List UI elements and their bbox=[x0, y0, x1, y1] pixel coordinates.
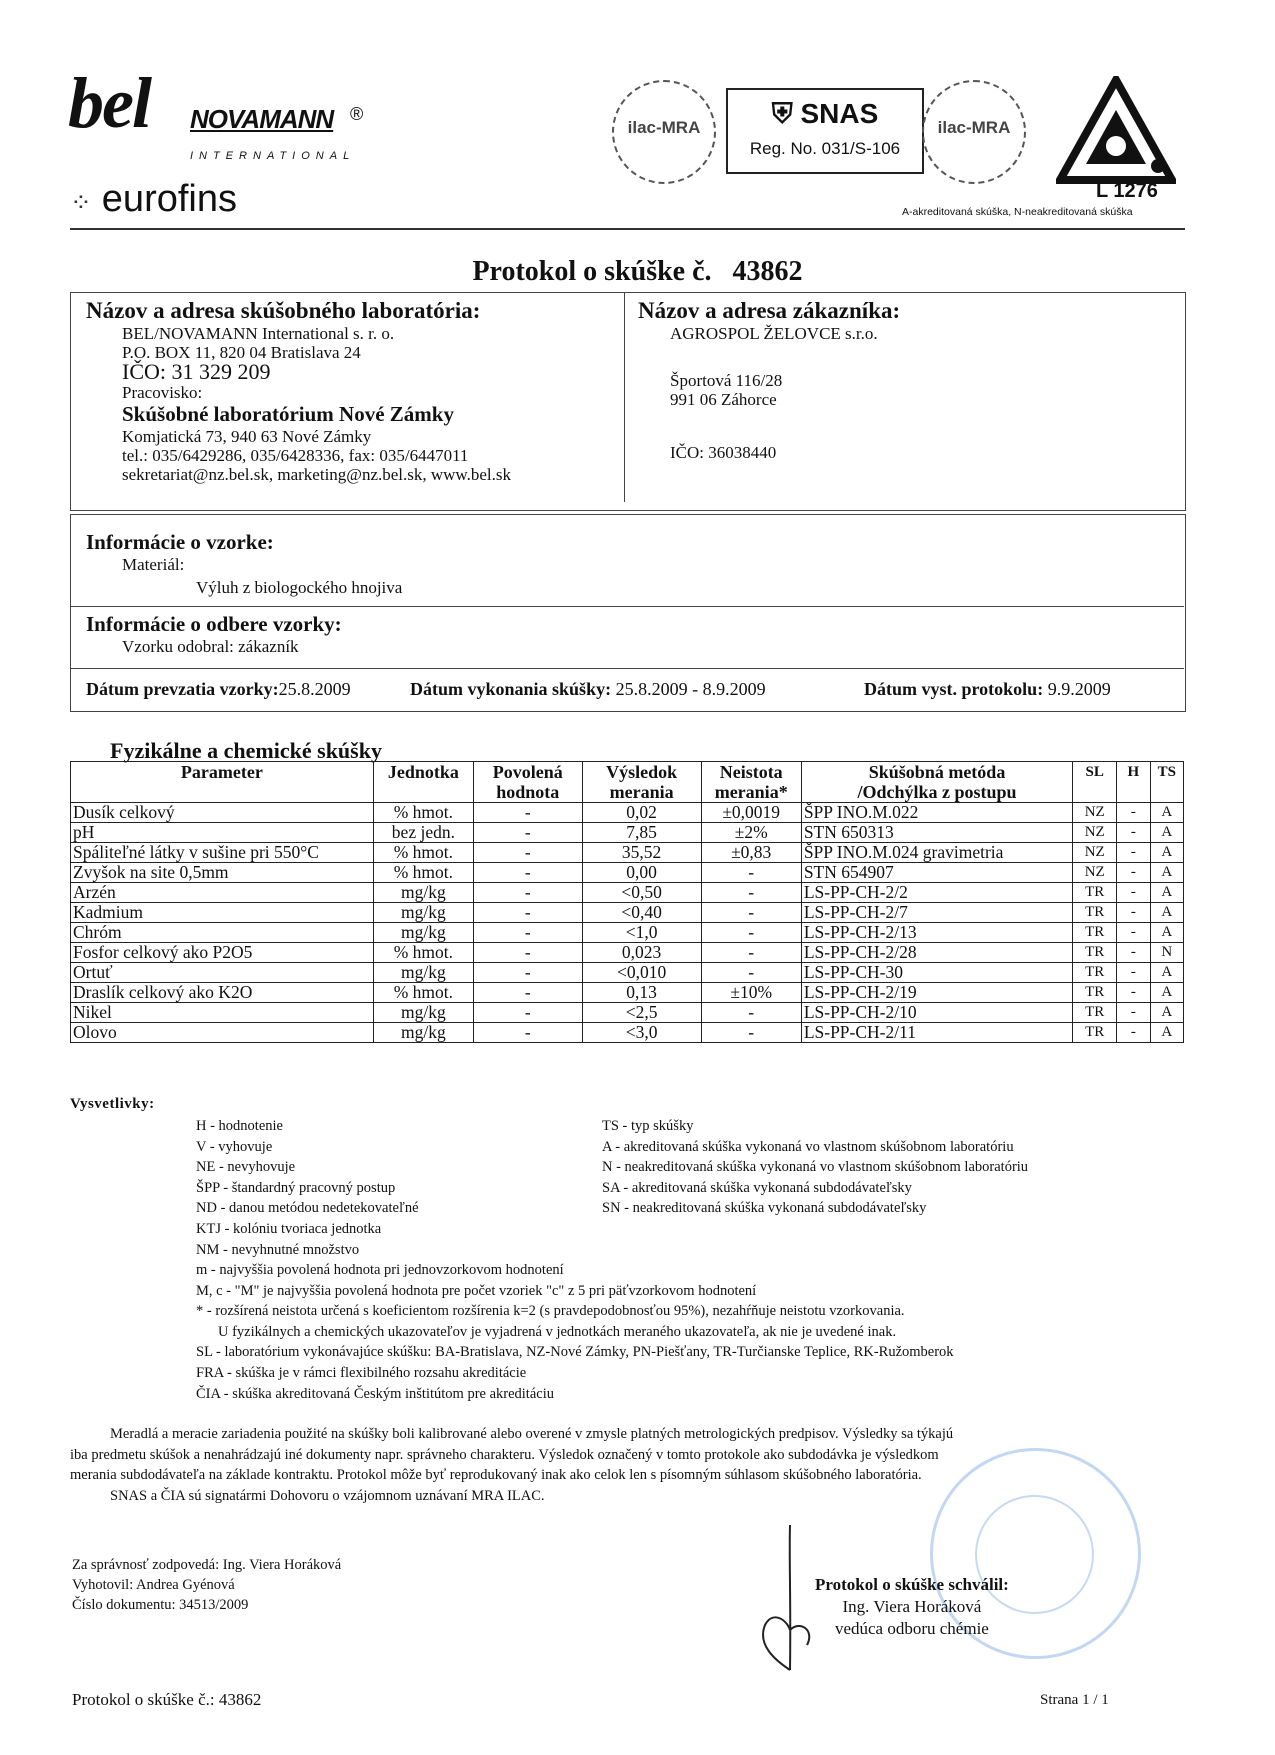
cell-uncertainty: - bbox=[701, 923, 801, 943]
cell-h: - bbox=[1117, 823, 1150, 843]
material-label: Materiál: bbox=[122, 555, 185, 574]
table-row bbox=[71, 1023, 1184, 1043]
cell-allowed: - bbox=[474, 1003, 583, 1023]
protocol-title-label: Protokol o skúške č. bbox=[472, 256, 712, 287]
cell-parameter: Arzén bbox=[71, 883, 374, 903]
cell-method: LS-PP-CH-2/10 bbox=[801, 1003, 1072, 1023]
table-row bbox=[71, 923, 1184, 943]
page-title bbox=[0, 256, 1275, 288]
cell-unit: % hmot. bbox=[373, 943, 473, 963]
ilac-label-right: ilac-MRA bbox=[937, 118, 1011, 137]
issued-value: 9.9.2009 bbox=[1047, 679, 1111, 699]
cell-ts: A bbox=[1150, 983, 1183, 1003]
legend-item: H - hodnotenie bbox=[196, 1118, 283, 1134]
responsible-person: Za správnosť zodpovedá: Ing. Viera Horáková bbox=[72, 1557, 342, 1573]
cell-allowed: - bbox=[474, 863, 583, 883]
cell-unit: mg/kg bbox=[373, 903, 473, 923]
cell-result: <0,50 bbox=[582, 883, 701, 903]
cell-unit: % hmot. bbox=[373, 863, 473, 883]
cell-unit: mg/kg bbox=[373, 923, 473, 943]
customer-ico: IČO: 36038440 bbox=[670, 443, 777, 462]
legend-item: NM - nevyhnutné množstvo bbox=[196, 1241, 360, 1258]
cell-result: 0,023 bbox=[582, 943, 701, 963]
eurofins-logo-text: eurofins bbox=[101, 178, 237, 220]
legend-right-column bbox=[602, 1116, 1028, 1219]
cell-uncertainty: - bbox=[701, 903, 801, 923]
collection-heading: Informácie o odbere vzorky: bbox=[86, 612, 342, 636]
results-table-header bbox=[71, 762, 1184, 803]
legend-item: ŠPP - štandardný pracovný postup bbox=[196, 1179, 396, 1196]
col-parameter: Parameter bbox=[71, 762, 374, 803]
accreditation-code: L 1276 bbox=[1096, 180, 1158, 202]
cell-sl: TR bbox=[1073, 923, 1117, 943]
protocol-number: 43862 bbox=[732, 256, 803, 287]
material-value: Výluh z biologockého hnojiva bbox=[196, 578, 403, 597]
cell-result: 7,85 bbox=[582, 823, 701, 843]
performed-date bbox=[410, 679, 766, 700]
legend-left-column bbox=[196, 1116, 419, 1260]
lab-address: Komjatická 73, 940 63 Nové Zámky bbox=[122, 427, 372, 446]
cell-ts: A bbox=[1150, 903, 1183, 923]
legend-item: * - rozšírená neistota určená s koeficientom rozšírenia k=2 (s pravdepodobnosťou 95%), nezahŕňuje neistotu vzorkovania. bbox=[196, 1303, 905, 1320]
cell-allowed: - bbox=[474, 943, 583, 963]
cell-parameter: Dusík celkový bbox=[71, 803, 374, 823]
lab-name: BEL/NOVAMANN International s. r. o. bbox=[122, 324, 395, 343]
cell-unit: % hmot. bbox=[373, 843, 473, 863]
cell-sl: NZ bbox=[1073, 823, 1117, 843]
cell-sl: TR bbox=[1073, 983, 1117, 1003]
cell-h: - bbox=[1117, 1023, 1150, 1043]
bel-logo-text: bel bbox=[68, 63, 150, 143]
cell-method: LS-PP-CH-2/7 bbox=[801, 903, 1072, 923]
cell-h: - bbox=[1117, 923, 1150, 943]
cell-ts: A bbox=[1150, 923, 1183, 943]
table-row bbox=[71, 1003, 1184, 1023]
cell-parameter: Spáliteľné látky v sušine pri 550°C bbox=[71, 843, 374, 863]
legend-item: A - akreditovaná skúška vykonaná vo vlastnom skúšobnom laboratóriu bbox=[602, 1138, 1014, 1155]
lab-phone: tel.: 035/6429286, 035/6428336, fax: 035/6447011 bbox=[122, 446, 469, 465]
legend-full-column bbox=[196, 1260, 954, 1404]
cell-h: - bbox=[1117, 963, 1150, 983]
cell-result: <0,40 bbox=[582, 903, 701, 923]
table-row bbox=[71, 983, 1184, 1003]
disclaimer-line: merania subdodávateľa na základe kontraktu. Protokol môže byť reprodukovaný inak ako celok len s písomným súhlasom skúšobného laboratória. bbox=[70, 1467, 922, 1483]
customer-city: 991 06 Záhorce bbox=[670, 390, 777, 409]
cell-sl: NZ bbox=[1073, 843, 1117, 863]
lab-email: sekretariat@nz.bel.sk, marketing@nz.bel.sk, www.bel.sk bbox=[122, 465, 511, 484]
cell-uncertainty: ±0,83 bbox=[701, 843, 801, 863]
issued-date bbox=[864, 679, 1111, 700]
approver-role: vedúca odboru chémie bbox=[834, 1619, 989, 1638]
document-number: Číslo dokumentu: 34513/2009 bbox=[72, 1597, 249, 1613]
table-row bbox=[71, 963, 1184, 983]
cell-allowed: - bbox=[474, 883, 583, 903]
cell-h: - bbox=[1117, 843, 1150, 863]
cell-allowed: - bbox=[474, 963, 583, 983]
collected-by: Vzorku odobral: zákazník bbox=[122, 637, 299, 656]
cell-method: STN 654907 bbox=[801, 863, 1072, 883]
registered-mark: ® bbox=[350, 104, 364, 124]
cell-uncertainty: ±2% bbox=[701, 823, 801, 843]
dates-divider bbox=[70, 668, 1184, 669]
customer-section bbox=[638, 298, 900, 462]
cell-sl: TR bbox=[1073, 1023, 1117, 1043]
cell-allowed: - bbox=[474, 903, 583, 923]
approval-block bbox=[815, 1574, 1009, 1640]
cell-method: LS-PP-CH-30 bbox=[801, 963, 1072, 983]
cell-parameter: Olovo bbox=[71, 1023, 374, 1043]
cell-unit: % hmot. bbox=[373, 983, 473, 1003]
international-logo-text: INTERNATIONAL bbox=[190, 150, 356, 162]
cell-parameter: Zvyšok na site 0,5mm bbox=[71, 863, 374, 883]
sample-collection-section bbox=[86, 612, 342, 656]
col-unit: Jednotka bbox=[373, 762, 473, 803]
legend-item: M, c - "M" je najvyššia povolená hodnota pre počet vzoriek "c" z 5 pri päťvzorkovom hodnotení bbox=[196, 1282, 757, 1299]
legend-item: FRA - skúška je v rámci flexibilného rozsahu akreditácie bbox=[196, 1364, 527, 1381]
cell-allowed: - bbox=[474, 803, 583, 823]
cell-unit: bez jedn. bbox=[373, 823, 473, 843]
cell-result: <1,0 bbox=[582, 923, 701, 943]
cell-method: STN 650313 bbox=[801, 823, 1072, 843]
footer-protocol-number: Protokol o skúške č.: 43862 bbox=[72, 1690, 262, 1709]
lab-section bbox=[86, 298, 511, 484]
cell-sl: NZ bbox=[1073, 863, 1117, 883]
table-row bbox=[71, 803, 1184, 823]
disclaimer-line: iba predmetu skúšok a nenahrádzajú iné dokumenty napr. správneho charakteru. Výsledok označený v tomto protokole ako subdodávka je výsledkom bbox=[70, 1446, 939, 1463]
cell-unit: mg/kg bbox=[373, 1023, 473, 1043]
cell-h: - bbox=[1117, 943, 1150, 963]
cell-unit: mg/kg bbox=[373, 883, 473, 903]
lab-customer-divider bbox=[624, 292, 625, 502]
received-date bbox=[86, 679, 351, 700]
cell-method: ŠPP INO.M.024 gravimetria bbox=[801, 843, 1072, 863]
ilac-label-left: ilac-MRA bbox=[627, 118, 701, 137]
cell-sl: NZ bbox=[1073, 803, 1117, 823]
lab-heading: Názov a adresa skúšobného laboratória: bbox=[86, 298, 481, 323]
cell-ts: A bbox=[1150, 823, 1183, 843]
ilac-mra-seal-left bbox=[612, 80, 716, 184]
received-value: 25.8.2009 bbox=[278, 679, 351, 699]
cell-allowed: - bbox=[474, 843, 583, 863]
col-sl: SL bbox=[1073, 762, 1117, 803]
legend-item: SL - laboratórium vykonávajúce skúšku: BA-Bratislava, NZ-Nové Zámky, PN-Piešťany, TR-Turčianske Teplice, RK-Ružomberok bbox=[196, 1344, 954, 1361]
cell-uncertainty: ±10% bbox=[701, 983, 801, 1003]
accreditation-triangle-logo bbox=[1056, 76, 1176, 184]
cell-parameter: Chróm bbox=[71, 923, 374, 943]
cell-method: LS-PP-CH-2/11 bbox=[801, 1023, 1072, 1043]
cell-h: - bbox=[1117, 983, 1150, 1003]
cell-result: <2,5 bbox=[582, 1003, 701, 1023]
cell-sl: TR bbox=[1073, 903, 1117, 923]
lab-po-box: P.O. BOX 11, 820 04 Bratislava 24 bbox=[122, 343, 361, 362]
cell-ts: A bbox=[1150, 803, 1183, 823]
results-table-body bbox=[71, 803, 1184, 1043]
col-h: H bbox=[1117, 762, 1150, 803]
cell-ts: A bbox=[1150, 1003, 1183, 1023]
table-row bbox=[71, 903, 1184, 923]
sample-heading: Informácie o vzorke: bbox=[86, 530, 274, 554]
legend-item: V - vyhovuje bbox=[196, 1138, 273, 1155]
cell-result: 0,13 bbox=[582, 983, 701, 1003]
snas-reg-number: Reg. No. 031/S-106 bbox=[749, 139, 901, 158]
sample-info-section bbox=[86, 530, 402, 597]
cell-ts: A bbox=[1150, 843, 1183, 863]
cell-method: LS-PP-CH-2/28 bbox=[801, 943, 1072, 963]
cell-ts: A bbox=[1150, 883, 1183, 903]
legend-item: KTJ - kolóniu tvoriaca jednotka bbox=[196, 1220, 382, 1237]
cell-uncertainty: ±0,0019 bbox=[701, 803, 801, 823]
legend-item: TS - typ skúšky bbox=[602, 1118, 694, 1134]
results-section-title: Fyzikálne a chemické skúšky bbox=[110, 738, 382, 763]
eurofins-logo bbox=[70, 178, 237, 221]
cell-uncertainty: - bbox=[701, 863, 801, 883]
cell-parameter: Fosfor celkový ako P2O5 bbox=[71, 943, 374, 963]
approval-heading: Protokol o skúške schválil: bbox=[815, 1575, 1009, 1594]
cell-method: LS-PP-CH-2/2 bbox=[801, 883, 1072, 903]
cell-method: LS-PP-CH-2/19 bbox=[801, 983, 1072, 1003]
col-uncertainty: Neistota merania* bbox=[701, 762, 801, 803]
legend-title: Vysvetlivky: bbox=[70, 1096, 155, 1112]
cell-sl: TR bbox=[1073, 883, 1117, 903]
issued-label: Dátum vyst. protokolu: bbox=[864, 679, 1044, 699]
table-row bbox=[71, 883, 1184, 903]
cell-parameter: Ortuť bbox=[71, 963, 374, 983]
col-ts: TS bbox=[1150, 762, 1183, 803]
cell-allowed: - bbox=[474, 823, 583, 843]
cell-h: - bbox=[1117, 903, 1150, 923]
cell-h: - bbox=[1117, 883, 1150, 903]
lab-ico: IČO: 31 329 209 bbox=[122, 359, 271, 384]
cell-allowed: - bbox=[474, 983, 583, 1003]
cell-result: <0,010 bbox=[582, 963, 701, 983]
cell-uncertainty: - bbox=[701, 1023, 801, 1043]
col-method: Skúšobná metóda /Odchýlka z postupu bbox=[801, 762, 1072, 803]
legend-item: ND - danou metódou nedetekovateľné bbox=[196, 1200, 419, 1217]
novamann-logo-text: NOVAMANN bbox=[190, 104, 334, 134]
customer-street: Športová 116/28 bbox=[670, 371, 783, 390]
lab-workplace-name: Skúšobné laboratórium Nové Zámky bbox=[122, 402, 454, 426]
cell-result: 0,02 bbox=[582, 803, 701, 823]
results-table bbox=[70, 761, 1184, 1043]
col-allowed: Povolená hodnota bbox=[474, 762, 583, 803]
cell-unit: mg/kg bbox=[373, 1003, 473, 1023]
legend-item: m - najvyššia povolená hodnota pri jednovzorkovom hodnotení bbox=[196, 1262, 564, 1278]
cell-ts: A bbox=[1150, 863, 1183, 883]
cell-uncertainty: - bbox=[701, 943, 801, 963]
ilac-mra-seal-right bbox=[922, 80, 1026, 184]
table-row bbox=[71, 843, 1184, 863]
cell-method: ŠPP INO.M.022 bbox=[801, 803, 1072, 823]
cell-parameter: Nikel bbox=[71, 1003, 374, 1023]
prepared-by: Vyhotovil: Andrea Gyénová bbox=[72, 1577, 235, 1593]
sample-collection-divider bbox=[70, 606, 1184, 607]
cell-h: - bbox=[1117, 1003, 1150, 1023]
accreditation-note: A-akreditovaná skúška, N-neakreditovaná skúška bbox=[902, 206, 1133, 218]
snas-accreditation-box bbox=[726, 88, 924, 174]
legend-item: NE - nevyhovuje bbox=[196, 1159, 296, 1176]
customer-heading: Názov a adresa zákazníka: bbox=[638, 298, 901, 323]
table-row bbox=[71, 943, 1184, 963]
table-row bbox=[71, 863, 1184, 883]
disclaimer-line: SNAS a ČIA sú signatármi Dohovoru o vzájomnom uznávaní MRA ILAC. bbox=[110, 1487, 545, 1504]
cell-parameter: pH bbox=[71, 823, 374, 843]
received-label: Dátum prevzatia vzorky: bbox=[86, 679, 279, 699]
performed-value: 25.8.2009 - 8.9.2009 bbox=[615, 679, 766, 699]
legend-item: ČIA - skúška akreditovaná Českým inštitútom pre akreditáciu bbox=[196, 1385, 554, 1402]
cell-parameter: Kadmium bbox=[71, 903, 374, 923]
cell-unit: % hmot. bbox=[373, 803, 473, 823]
footer-page-number: Strana 1 / 1 bbox=[1040, 1692, 1109, 1708]
cell-h: - bbox=[1117, 863, 1150, 883]
cell-ts: N bbox=[1150, 943, 1183, 963]
cell-h: - bbox=[1117, 803, 1150, 823]
cell-allowed: - bbox=[474, 1023, 583, 1043]
cell-uncertainty: - bbox=[701, 883, 801, 903]
cell-sl: TR bbox=[1073, 943, 1117, 963]
cell-parameter: Draslík celkový ako K2O bbox=[71, 983, 374, 1003]
legend-item: N - neakreditovaná skúška vykonaná vo vlastnom skúšobnom laboratóriu bbox=[602, 1159, 1029, 1176]
performed-label: Dátum vykonania skúšky: bbox=[410, 679, 612, 699]
legend-item: U fyzikálnych a chemických ukazovateľov je vyjadrená v jednotkách meraného ukazovateľa, ak nie je uvedené inak. bbox=[218, 1323, 897, 1340]
legend-item: SA - akreditovaná skúška vykonaná subdodávateľsky bbox=[602, 1179, 912, 1196]
lab-workplace-label: Pracovisko: bbox=[122, 383, 203, 402]
customer-name: AGROSPOL ŽELOVCE s.r.o. bbox=[670, 324, 878, 343]
cell-sl: TR bbox=[1073, 963, 1117, 983]
table-row bbox=[71, 823, 1184, 843]
disclaimer-line: Meradlá a meracie zariadenia použité na skúšky boli kalibrované alebo overené v zmysle platných metrologických predpisov. Výsledky sa týkajú bbox=[110, 1426, 954, 1442]
cell-ts: A bbox=[1150, 1023, 1183, 1043]
cell-uncertainty: - bbox=[701, 963, 801, 983]
cell-allowed: - bbox=[474, 923, 583, 943]
cell-method: LS-PP-CH-2/13 bbox=[801, 923, 1072, 943]
cell-uncertainty: - bbox=[701, 1003, 801, 1023]
eurofins-dots-icon: ⁘ bbox=[70, 187, 92, 217]
approver-name: Ing. Viera Horáková bbox=[842, 1597, 982, 1616]
responsibility-block bbox=[72, 1555, 341, 1615]
cell-result: 0,00 bbox=[582, 863, 701, 883]
header-divider bbox=[70, 228, 1185, 230]
cell-result: <3,0 bbox=[582, 1023, 701, 1043]
cell-sl: TR bbox=[1073, 1003, 1117, 1023]
snas-title: ⛨ SNAS bbox=[771, 98, 879, 129]
legend-item: SN - neakreditovaná skúška vykonaná subdodávateľsky bbox=[602, 1200, 927, 1217]
cell-result: 35,52 bbox=[582, 843, 701, 863]
cell-unit: mg/kg bbox=[373, 963, 473, 983]
cell-ts: A bbox=[1150, 963, 1183, 983]
col-result: Výsledok merania bbox=[582, 762, 701, 803]
